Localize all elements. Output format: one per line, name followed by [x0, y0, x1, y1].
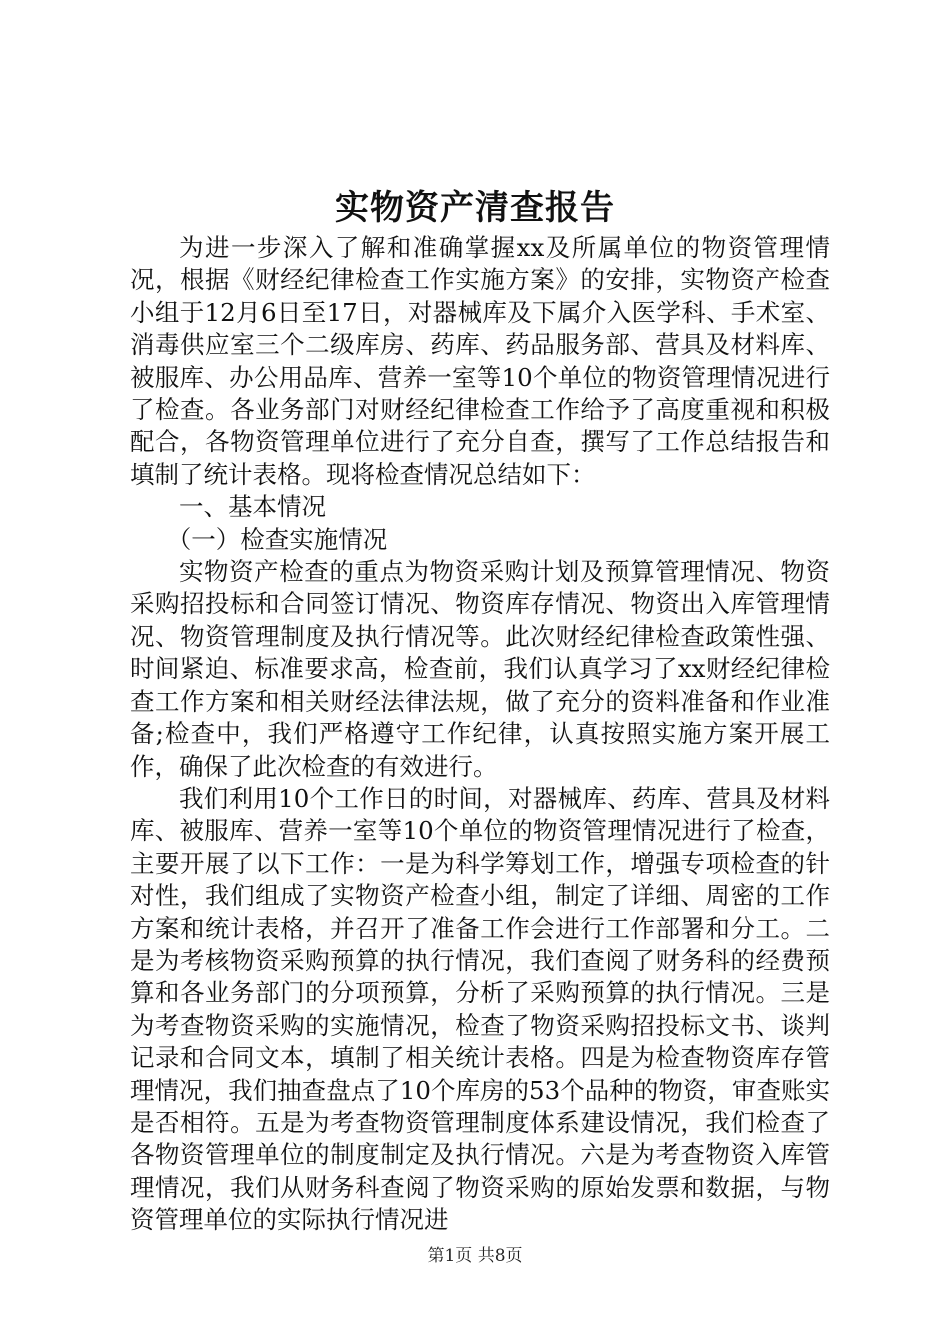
- body-paragraph: 我们利用10个工作日的时间，对器械库、药库、营具及材料库、被服库、营养一室等10个单位的物资管理情况进行了检查，主要开展了以下工作：一是为科学筹划工作，增强专项检查的针对性，我们组成了实物资产检查小组，制定了详细、周密的工作方案和统计表格，并召开了准备工作会进行工作部署和分工。二是为考核物资采购预算的执行情况，我们查阅了财务科的经费预算和各业务部门的分项预算，分析了采购预算的执行情况。三是为考查物资采购的实施情况，检查了物资采购招投标文书、谈判记录和合同文本，填制了相关统计表格。四是为检查物资库存管理情况，我们抽查盘点了10个库房的53个品种的物资，审查账实是否相符。五是为考查物资管理制度体系建设情况，我们检查了各物资管理单位的制度制定及执行情况。六是为考查物资入库管理情况，我们从财务科查阅了物资采购的原始发票和数据，与物资管理单位的实际执行情况进: [130, 783, 830, 1235]
- document-body: [130, 232, 830, 1237]
- subsection-heading: （一）检查实施情况: [166, 524, 388, 554]
- page-footer: 第1页 共8页: [427, 1246, 523, 1266]
- intro-paragraph: 为进一步深入了解和准确掌握xx及所属单位的物资管理情况，根据《财经纪律检查工作实施方案》的安排，实物资产检查小组于12月6日至17日，对器械库及下属介入医学科、手术室、消毒供应室三个二级库房、药库、药品服务部、营具及材料库、被服库、办公用品库、营养一室等10个单位的物资管理情况进行了检查。各业务部门对财经纪律检查工作给予了高度重视和积极配合，各物资管理单位进行了充分自查，撰写了工作总结报告和填制了统计表格。现将检查情况总结如下：: [130, 233, 830, 489]
- document-title: 实物资产清查报告: [335, 188, 615, 228]
- body-paragraph: 实物资产检查的重点为物资采购计划及预算管理情况、物资采购招投标和合同签订情况、物资库存情况、物资出入库管理情况、物资管理制度及执行情况等。此次财经纪律检查政策性强、时间紧迫、标准要求高，检查前，我们认真学习了xx财经纪律检查工作方案和相关财经法律法规，做了充分的资料准备和作业准备;检查中，我们严格遵守工作纪律，认真按照实施方案开展工作，确保了此次检查的有效进行。: [130, 557, 830, 781]
- section-heading: 一、基本情况: [179, 492, 326, 522]
